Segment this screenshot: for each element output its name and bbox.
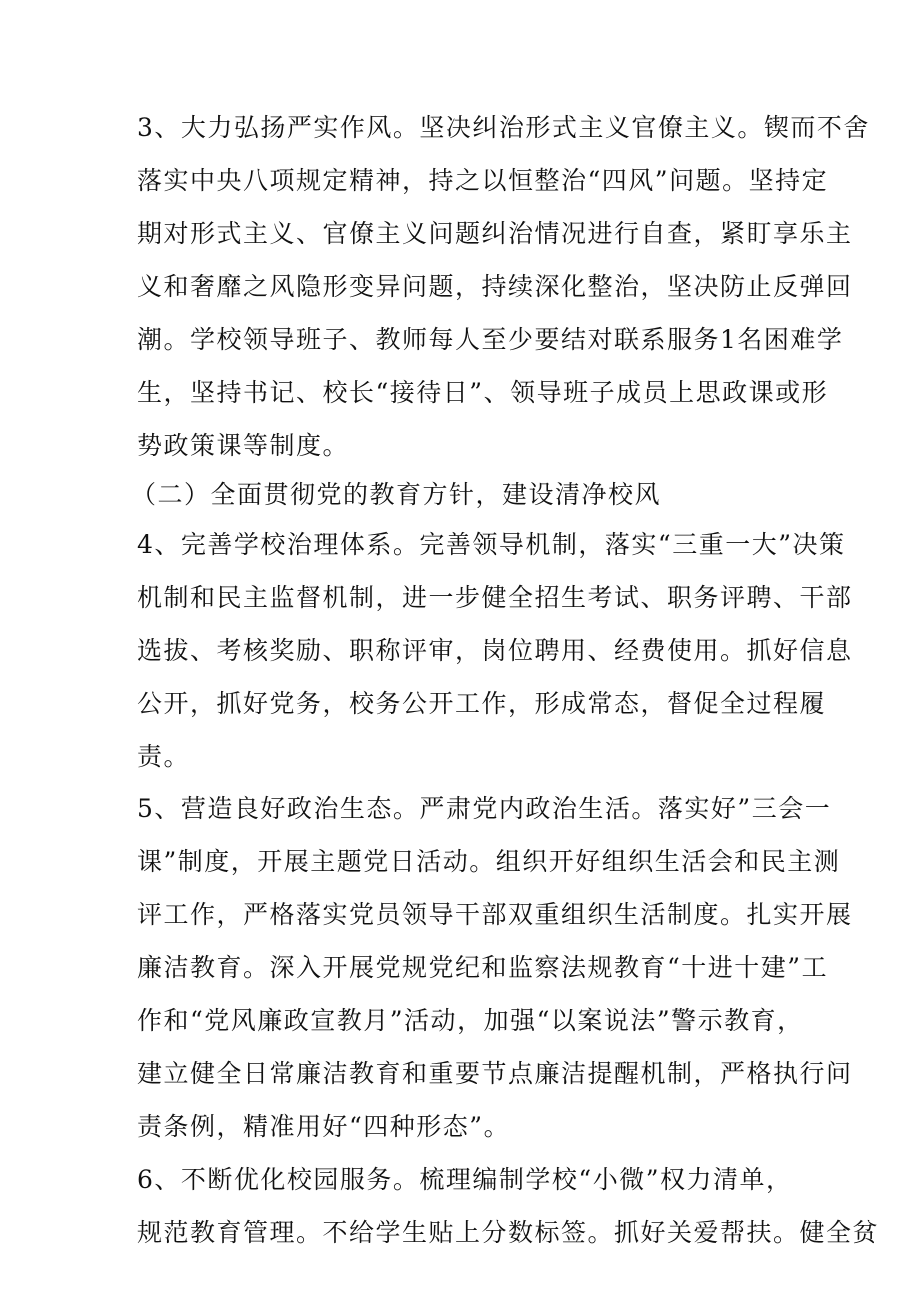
paragraph-5-line-4: 廉洁教育。深入开展党规党纪和监察法规教育“十进十建”工 bbox=[137, 953, 829, 982]
paragraph-4-line-3: 选拔、考核奖励、职称评审，岗位聘用、经费使用。抓好信息 bbox=[137, 636, 853, 665]
paragraph-4-line-1: 4、完善学校治理体系。完善领导机制，落实“三重一大”决策 bbox=[137, 530, 846, 559]
paragraph-3-line-4: 义和奢靡之风隐形变异问题，持续深化整治，坚决防止反弹回 bbox=[137, 272, 853, 301]
paragraph-5-line-2: 课”制度，开展主题党日活动。组织开好组织生活会和民主测 bbox=[137, 847, 841, 876]
section-heading-2: （二）全面贯彻党的教育方针，建设清净校风 bbox=[131, 480, 662, 509]
paragraph-3-line-6: 生，坚持书记、校长“接待日”、领导班子成员上思政课或形 bbox=[137, 378, 829, 407]
paragraph-5-line-3: 评工作，严格落实党员领导干部双重组织生活制度。扎实开展 bbox=[137, 900, 853, 929]
paragraph-4-line-5: 责。 bbox=[137, 742, 191, 771]
paragraph-5-line-1: 5、营造良好政治生态。严肃党内政治生活。落实好”三会一 bbox=[137, 794, 832, 823]
paragraph-4-line-4: 公开，抓好党务，校务公开工作，形成常态，督促全过程履 bbox=[137, 689, 827, 718]
paragraph-5-line-5: 作和“党风廉政宣教月”活动，加强“以案说法”警示教育， bbox=[137, 1006, 804, 1035]
paragraph-4-line-2: 机制和民主监督机制，进一步健全招生考试、职务评聘、干部 bbox=[137, 583, 853, 612]
paragraph-3-line-2: 落实中央八项规定精神，持之以恒整治“四风”问题。坚持定 bbox=[137, 166, 829, 195]
paragraph-3-line-5: 潮。学校领导班子、教师每人至少要结对联系服务1名困难学 bbox=[137, 325, 844, 354]
paragraph-5-line-6: 建立健全日常廉洁教育和重要节点廉洁提醒机制，严格执行问 bbox=[137, 1059, 853, 1088]
paragraph-5-line-7: 责条例，精准用好“四种形态”。 bbox=[137, 1112, 511, 1141]
paragraph-3-line-1: 3、大力弘扬严实作风。坚决纠治形式主义官僚主义。锲而不舍 bbox=[137, 113, 870, 142]
paragraph-6-line-1: 6、不断优化校园服务。梳理编制学校“小微”权力清单， bbox=[137, 1165, 793, 1194]
paragraph-6-line-2: 规范教育管理。不给学生贴上分数标签。抓好关爱帮扶。健全贫 bbox=[137, 1218, 880, 1247]
paragraph-3-line-7: 势政策课等制度。 bbox=[137, 431, 350, 460]
paragraph-3-line-3: 期对形式主义、官僚主义问题纠治情况进行自查，紧盯享乐主 bbox=[137, 219, 853, 248]
